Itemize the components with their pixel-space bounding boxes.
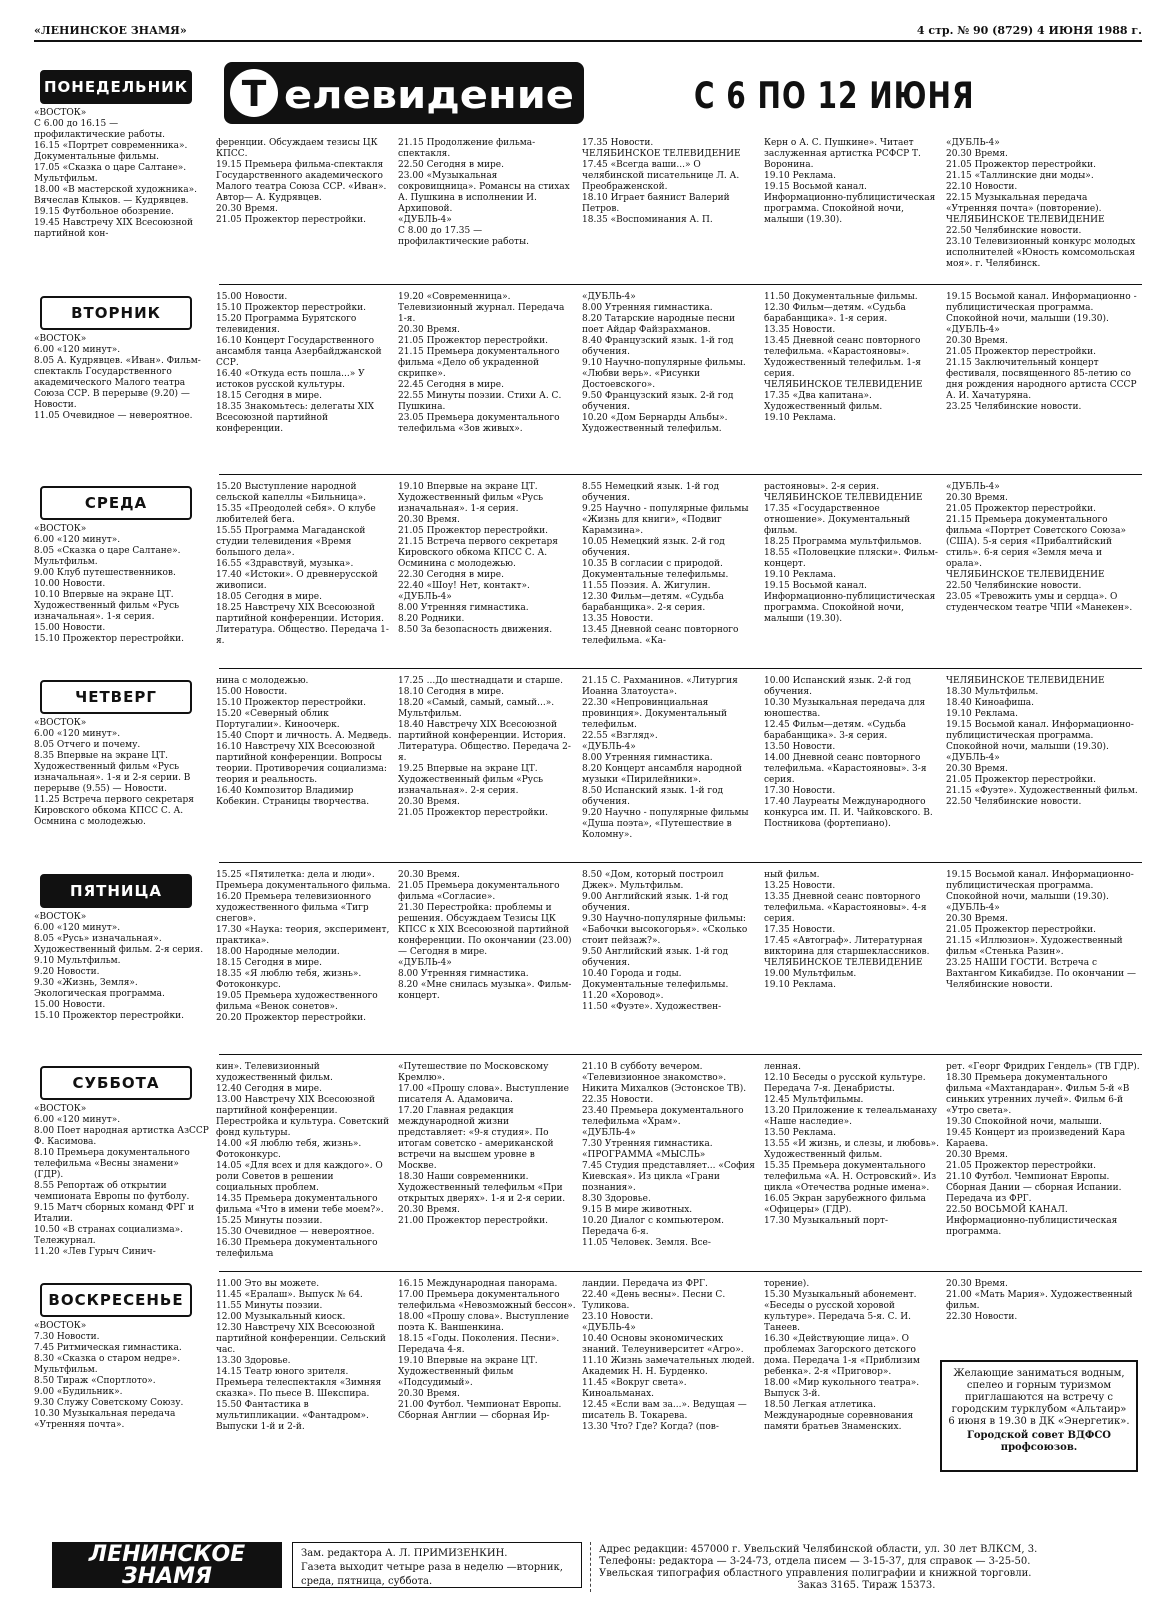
- program-column: «ВОСТОК» 6.00 «120 минут». 8.05 Отчего и почему. 8.35 Впервые на экране ЦТ. Художественный фильм «Русь изначальная». 1-я и 2-я серии. В перерыве (9.55) — Новости. 11.25 Встреча первого секретаря Кировского обкома КПСС С. А. Осмнина с молодежью.: [34, 718, 194, 827]
- masthead-paper-name: «ЛЕНИНСКОЕ ЗНАМЯ»: [34, 24, 187, 37]
- paper-logo: [52, 1542, 282, 1588]
- program-column: 21.10 В субботу вечером. «Телевизионное знакомство». Никита Михалков (Эстонское ТВ). 22.35 Новости. 23.40 Премьера документального телефильма «Храм». «ДУБЛЬ-4» 7.30 Утренняя гимнастика. «ПРОГРАММА «МЫСЛЬ» 7.45 Студия представляет... «София Киевская». Из цикла «Грани познания». 8.30 Здоровье. 9.15 В мире животных. 10.20 Диалог с компьютером. Передача 6-я. 11.05 Человек. Земля. Все-: [582, 1062, 755, 1248]
- program-column: «ДУБЛЬ-4» 8.00 Утренняя гимнастика. 8.20 Татарские народные песни поет Айдар Файзрахманов. 8.40 Французский язык. 1-й год обучения. 9.10 Научно-популярные фильмы. «Любви верь». «Рисунки Достоевского». 9.50 Французский язык. 2-й год обучения. 10.20 «Дом Бернарды Альбы». Художественный телефильм.: [582, 292, 746, 434]
- masthead-bar: [34, 22, 1142, 42]
- program-column: 11.50 Документальные фильмы. 12.30 Фильм—детям. «Судьба барабанщика». 1-я серия. 13.35 Новости. 13.45 Дневной сеанс повторного телефильма. «Карастояновы». Художественный телефильм. 1-я серия. ЧЕЛЯБИНСКОЕ ТЕЛЕВИДЕНИЕ 17.35 «Два капитана». Художественный фильм. 19.10 Реклама.: [764, 292, 923, 423]
- program-column: 21.15 Продолжение фильма-спектакля. 22.50 Сегодня в мире. 23.00 «Музыкальная сокровищница». Романсы на стихах А. Пушкина в исполнении И. Архиповой. «ДУБЛЬ-4» С 8.00 до 17.35 — профилактические работы.: [398, 138, 570, 247]
- row-divider: [219, 474, 1142, 475]
- program-column: «ВОСТОК» 7.30 Новости. 7.45 Ритмическая гимнастика. 8.30 «Сказка о старом недре». Мультфильм. 8.50 Тираж «Спортлото». 9.00 «Будильник». 9.30 Служу Советскому Союзу. 10.30 Музыкальная передача «Утренняя почта».: [34, 1321, 184, 1430]
- program-column: «ВОСТОК» С 6.00 до 16.15 — профилактические работы. 16.15 «Портрет современника». Документальные фильмы. 17.05 «Сказка о царе Салтане». Мультфильм. 18.00 «В мастерской художника». Вячеслав Клыков. — Кудрявцев. 19.15 Футбольное обозрение. 19.45 Навстречу XIX Всесоюзной партийной кон-: [34, 108, 197, 239]
- program-column: 8.50 «Дом, который построил Джек». Мультфильм. 9.00 Английский язык. 1-й год обучения. 9.30 Научно-популярные фильмы: «Бабочки высокогорья». «Сколько стоит пейзаж?». 9.50 Английский язык. 1-й год обучения. 10.40 Города и годы. Документальные телефильмы. 11.20 «Хоровод». 11.50 «Фуэте». Художествен-: [582, 870, 748, 1012]
- program-column: 19.20 «Современница». Телевизионный журнал. Передача 1-я. 20.30 Время. 21.05 Прожектор перестройки. 21.15 Премьера документального фильма «Дело об украденной скрипке». 22.45 Сегодня в мире. 22.55 Минуты поэзии. Стихи А. С. Пушкина. 23.05 Премьера документального телефильма «Зов живых».: [398, 292, 565, 434]
- day-heading: ВОСКРЕСЕНЬЕ: [40, 1283, 192, 1317]
- day-heading: ЧЕТВЕРГ: [40, 680, 192, 714]
- editor-name: Зам. редактора А. Л. ПРИМИЗЕНКИН.: [301, 1548, 508, 1559]
- editorial-phones: Телефоны: редактора — 3-24-73, отдела писем — 3-15-37, для справок — 3-25-50.: [599, 1556, 1031, 1567]
- day-heading: ВТОРНИК: [40, 296, 192, 330]
- svg-text:Т: Т: [241, 74, 267, 115]
- program-column: 11.00 Это вы можете. 11.45 «Ералаш». Выпуск № 64. 11.55 Минуты поэзии. 12.00 Музыкальный киоск. 12.30 Навстречу XIX Всесоюзной партийной конференции. Сельский час. 13.30 Здоровье. 14.15 Театр юного зрителя. Премьера телеспектакля «Зимняя сказка». По пьесе В. Шекспира. 15.50 Фантастика в мультипликации. «Фантадром». Выпуски 1-й и 2-й.: [216, 1279, 386, 1432]
- program-column: 10.00 Испанский язык. 2-й год обучения. 10.30 Музыкальная передача для юношества. 12.45 Фильм—детям. «Судьба барабанщика». 3-я серия. 13.50 Новости. 14.00 Дневной сеанс повторного телефильма. «Карастояновы». 3-я серия. 17.30 Новости. 17.40 Лауреаты Международного конкурса им. П. И. Чайковского. В. Постникова (фортепиано).: [764, 676, 933, 829]
- program-column: 19.15 Восьмой канал. Информационно-публицистическая программа. Спокойной ночи, малыши (19.30). «ДУБЛЬ-4» 20.30 Время. 21.05 Прожектор перестройки. 21.15 «Иллюзион». Художественный фильм «Стенька Разин». 23.25 НАШИ ГОСТИ. Встреча с Вахтангом Кикабидзе. По окончании — Челябинские новости.: [946, 870, 1137, 990]
- program-column: растояновы». 2-я серия. ЧЕЛЯБИНСКОЕ ТЕЛЕВИДЕНИЕ 17.35 «Государственное отношение». Документальный фильм. 18.25 Программа мультфильмов. 18.55 «Половецкие пляски». Фильм-концерт. 19.10 Реклама. 19.15 Восьмой канал. Информационно-публицистическая программа. Спокойной ночи, малыши (19.30).: [764, 482, 938, 624]
- logo-line-1: ЛЕНИНСКОЕ: [88, 1542, 246, 1567]
- program-column: 17.25 ...До шестнадцати и старше. 18.10 Сегодня в мире. 18.20 «Самый, самый, самый...». Мультфильм. 18.40 Навстречу XIX Всесоюзной партийной конференции. История. Литература. Общество. Передача 2-я. 19.25 Впервые на экране ЦТ. Художественный фильм «Русь изначальная». 2-я серия. 20.30 Время. 21.05 Прожектор перестройки.: [398, 676, 571, 818]
- tourism-club-ad: [940, 1360, 1138, 1472]
- program-column: нина с молодежью. 15.00 Новости. 15.10 Прожектор перестройки. 15.20 «Северный облик Португалии». Киноочерк. 15.40 Спорт и личность. А. Медведь. 16.10 Навстречу XIX Всесоюзной партийной конференции. Вопросы теории. Противоречия социализма: теория и реальность. 16.40 Композитор Владимир Кобекин. Страницы творчества.: [216, 676, 392, 807]
- printer-info: Увельская типография областного управления полиграфии и книжной торговли.: [599, 1568, 1032, 1579]
- logo-line-2: ЗНАМЯ: [122, 1564, 212, 1589]
- program-column: «ДУБЛЬ-4» 20.30 Время. 21.05 Прожектор перестройки. 21.15 «Таллинские дни моды». 22.10 Новости. 22.15 Музыкальная передача «Утренняя почта» (повторение). ЧЕЛЯБИНСКОЕ ТЕЛЕВИДЕНИЕ 22.50 Челябинские новости. 23.10 Телевизионный конкурс молодых исполнителей «Юность комсомольская моя». г. Челябинск.: [946, 138, 1136, 269]
- program-column: ЧЕЛЯБИНСКОЕ ТЕЛЕВИДЕНИЕ 18.30 Мультфильм. 18.40 Киноафиша. 19.10 Реклама. 19.15 Восьмой канал. Информационно-публицистическая программа. Спокойной ночи, малыши (19.30). «ДУБЛЬ-4» 20.30 Время. 21.05 Прожектор перестройки. 21.15 «Фуэте». Художественный фильм. 22.50 Челябинские новости.: [946, 676, 1138, 807]
- television-title-text: елевидение: [284, 73, 574, 117]
- program-column: 8.55 Немецкий язык. 1-й год обучения. 9.25 Научно - популярные фильмы «Жизнь для книги», «Подвиг Карамзина». 10.05 Немецкий язык. 2-й год обучения. 10.35 В согласии с природой. Документальные телефильмы. 11.55 Поэзия. А. Жигулин. 12.30 Фильм—детям. «Судьба барабанщика». 2-я серия. 13.35 Новости. 13.45 Дневной сеанс повторного телефильма. «Ка-: [582, 482, 749, 646]
- day-heading: СУББОТА: [40, 1066, 192, 1100]
- program-column: «ДУБЛЬ-4» 20.30 Время. 21.05 Прожектор перестройки. 21.15 Премьера документального фильма «Портрет Советского Союза» (США). 5-я серия «Прибалтийский стиль». 6-я серия «Земля меча и орала». ЧЕЛЯБИНСКОЕ ТЕЛЕВИДЕНИЕ 22.50 Челябинские новости. 23.05 «Тревожить умы и сердца». О студенческом театре ЧПИ «Манекен».: [946, 482, 1133, 613]
- program-column: 15.00 Новости. 15.10 Прожектор перестройки. 15.20 Программа Бурятского телевидения. 16.10 Концерт Государственного ансамбля танца Азербайджанской ССР. 16.40 «Откуда есть пошла...» У истоков русской культуры. 18.15 Сегодня в мире. 18.35 Знакомьтесь: делегаты XIX Всесоюзной партийной конференции.: [216, 292, 382, 434]
- program-column: «ВОСТОК» 6.00 «120 минут». 8.05 «Сказка о царе Салтане». Мультфильм. 9.00 Клуб путешественников. 10.00 Новости. 10.10 Впервые на экране ЦТ. Художественный фильм «Русь изначальная». 1-я серия. 15.00 Новости. 15.10 Прожектор перестройки.: [34, 524, 184, 644]
- row-divider: [219, 862, 1142, 863]
- program-column: 16.15 Международная панорама. 17.00 Премьера документального телефильма «Невозможный бессон». 18.00 «Прошу слова». Выступление поэта К. Ваншенкина. 18.15 «Годы. Поколения. Песни». Передача 4-я. 19.10 Впервые на экране ЦТ. Художественный фильм «Подсудимый». 20.30 Время. 21.00 Футбол. Чемпионат Европы. Сборная Англии — сборная Ир-: [398, 1279, 576, 1421]
- ad-signature: Городской совет ВДФСО профсоюзов.: [966, 1430, 1112, 1453]
- row-divider: [219, 1054, 1142, 1055]
- program-column: 20.30 Время. 21.05 Премьера документального фильма «Согласие». 21.30 Перестройка: проблемы и решения. Обсуждаем Тезисы ЦК КПСС к XIX Всесоюзной партийной конференции. По окончании (23.00) — Сегодня в мире. «ДУБЛЬ-4» 8.00 Утренняя гимнастика. 8.20 «Мне снилась музыка». Фильм-концерт.: [398, 870, 572, 1001]
- row-divider: [219, 1271, 1142, 1272]
- address-box: [590, 1542, 1142, 1592]
- program-column: 19.15 Восьмой канал. Информационно - публицистическая программа. Спокойной ночи, малыши (19.30). «ДУБЛЬ-4» 20.30 Время. 21.05 Прожектор перестройки. 21.15 Заключительный концерт фестиваля, посвященного 85-летию со дня рождения народного артиста СССР А. И. Хачатуряна. 23.25 Челябинские новости.: [946, 292, 1137, 412]
- day-heading: СРЕДА: [40, 486, 192, 520]
- program-column: «ВОСТОК» 6.00 «120 минут». 8.00 Поет народная артистка АзССР Ф. Касимова. 8.10 Премьера документального телефильма «Весны знамени» (ГДР). 8.55 Репортаж об открытии чемпионата Европы по футболу. 9.15 Матч сборных команд ФРГ и Италии. 10.50 «В странах социализма». Тележурнал. 11.20 «Лев Гурыч Синич-: [34, 1104, 209, 1257]
- program-column: 21.15 С. Рахманинов. «Литургия Иоанна Златоуста». 22.30 «Непровинциальная провинция». Документальный телефильм. 22.55 «Взгляд». «ДУБЛЬ-4» 8.00 Утренняя гимнастика. 8.20 Концерт ансамбля народной музыки «Пирилейники». 8.50 Испанский язык. 1-й год обучения. 9.20 Научно - популярные фильмы «Душа поэта», «Путешествие в Коломну».: [582, 676, 749, 840]
- masthead-issue-info: 4 стр. № 90 (8729) 4 ИЮНЯ 1988 г.: [916, 24, 1142, 37]
- order-info: Заказ 3165. Тираж 15373.: [797, 1580, 936, 1591]
- program-column: Керн о А. С. Пушкине». Читает заслуженная артистка РСФСР Т. Воронина. 19.10 Реклама. 19.15 Восьмой канал. Информационно-публицистическая программа. Спокойной ночи, малыши (19.30).: [764, 138, 936, 225]
- row-divider: [219, 284, 1142, 285]
- television-title-logo: [224, 62, 584, 124]
- program-column: торение). 15.30 Музыкальный абонемент. «Беседы о русской хоровой культуре». Передача 5-я. С. И. Танеев. 16.30 «Действующие лица». О проблемах Загорского детского дома. Передача 1-я «Приблизим ребенка». 2-я «Приговор». 18.00 «Мир кукольного театра». Выпуск 3-й. 18.50 Легкая атлетика. Международные соревнования памяти братьев Знаменских.: [764, 1279, 920, 1432]
- week-dates: С 6 ПО 12 ИЮНЯ: [694, 74, 975, 117]
- program-column: 20.30 Время. 21.00 «Мать Мария». Художественный фильм. 22.30 Новости.: [946, 1279, 1133, 1322]
- program-column: «Путешествие по Московскому Кремлю». 17.00 «Прошу слова». Выступление писателя А. Адамовича. 17.20 Главная редакция международной жизни представляет: «9-я студия». По итогам советско - американской встречи на высшем уровне в Москве. 18.30 Наши современники. Художественный телефильм «При открытых дверях». 1-я и 2-я серии. 20.30 Время. 21.00 Прожектор перестройки.: [398, 1062, 569, 1226]
- program-column: кин». Телевизионный художественный фильм. 12.40 Сегодня в мире. 13.00 Навстречу XIX Всесоюзной партийной конференции. Перестройка и культура. Советский фонд культуры. 14.00 «Я люблю тебя, жизнь». Фотоконкурс. 14.05 «Для всех и для каждого». О роли Советов в решении социальных проблем. 14.35 Премьера документального фильма «Что в имени тебе моем?». 15.25 Минуты поэзии. 15.30 Очевидное — невероятное. 16.30 Премьера документального телефильма: [216, 1062, 390, 1259]
- program-column: ный фильм. 13.25 Новости. 13.35 Дневной сеанс повторного телефильма. «Карастояновы». 4-я серия. 17.35 Новости. 17.45 «Автограф». Литературная викторина для старшеклассников. ЧЕЛЯБИНСКОЕ ТЕЛЕВИДЕНИЕ 19.00 Мультфильм. 19.10 Реклама.: [764, 870, 930, 990]
- program-column: рет. «Георг Фридрих Гендель» (ТВ ГДР). 18.30 Премьера документального фильма «Махтандаран». Фильм 5-й «В синьких утренних лучей». Фильм 6-й «Утро света». 19.30 Спокойной ночи, малыши. 19.45 Концерт из произведений Кара Караева. 20.30 Время. 21.05 Прожектор перестройки. 21.10 Футбол. Чемпионат Европы. Сборная Дании — сборная Испании. Передача из ФРГ. 22.50 ВОСЬМОЙ КАНАЛ. Информационно-публицистическая программа.: [946, 1062, 1140, 1237]
- program-column: ленная. 12.10 Беседы о русской культуре. Передача 7-я. Денабристы. 12.45 Мультфильмы. 13.20 Приложение к телеальманаху «Наше наследие». 13.50 Реклама. 13.55 «И жизнь, и слезы, и любовь». Художественный фильм. 15.35 Премьера документального телефильма «А. Н. Островский». Из цикла «Отечества родные имена». 16.05 Экран зарубежного фильма «Офицеры» (ГДР). 17.30 Музыкальный порт-: [764, 1062, 939, 1226]
- row-divider: [219, 668, 1142, 669]
- program-column: «ВОСТОК» 6.00 «120 минут». 8.05 А. Кудрявцев. «Иван». Фильм-спектакль Государственного академического Малого театра Союза ССР. В перерыве (9.20) — Новости. 11.05 Очевидное — невероятное.: [34, 334, 201, 421]
- program-column: ландии. Передача из ФРГ. 22.40 «День весны». Песни С. Туликова. 23.10 Новости. «ДУБЛЬ-4» 10.40 Основы экономических знаний. Телеуниверситет «Агро». 11.10 Жизнь замечательных людей. Академик Н. Н. Бурденко. 11.45 «Вокруг света». Киноальманах. 12.45 «Если вам за...». Ведущая — писатель В. Токарева. 13.30 Что? Где? Когда? (пов-: [582, 1279, 755, 1432]
- newspaper-page: [34, 22, 1142, 1592]
- program-column: ференции. Обсуждаем тезисы ЦК КПСС. 19.15 Премьера фильма-спектакля Государственного академического Малого театра Союза ССР. «Иван». Автор— А. Кудрявцев. 20.30 Время. 21.05 Прожектор перестройки.: [216, 138, 387, 225]
- ad-text: Желающие заниматься водным, спелео и горным туризмом приглашаются на встречу с городским турклубом «Альтаир» 6 июня в 19.30 в ДК «Энергетик».: [948, 1368, 1130, 1427]
- program-column: 15.20 Выступление народной сельской капеллы «Бильница». 15.35 «Преодолей себя». О клубе любителей бега. 15.55 Программа Магаданской студии телевидения «Время большого дела». 16.55 «Здравствуй, музыка». 17.40 «Истоки». О древнерусской живописи. 18.05 Сегодня в мире. 18.25 Навстречу XIX Всесоюзной партийной конференции. История. Литература. Общество. Передача 1-я.: [216, 482, 389, 646]
- day-heading: ПОНЕДЕЛЬНИК: [40, 70, 192, 104]
- program-column: «ВОСТОК» 6.00 «120 минут». 8.05 «Русь» изначальная». Художественный фильм. 2-я серия. 9.10 Мультфильм. 9.20 Новости. 9.30 «Жизнь, Земля». Экологическая программа. 15.00 Новости. 15.10 Прожектор перестройки.: [34, 912, 204, 1021]
- editorial-address: Адрес редакции: 457000 г. Увельский Челябинской области, ул. 30 лет ВЛКСМ, 3.: [599, 1544, 1038, 1555]
- program-column: 15.25 «Пятилетка: дела и люди». Премьера документального фильма. 16.20 Премьера телевизионного художественного фильма «Тигр снегов». 17.30 «Наука: теория, эксперимент, практика». 18.00 Народные мелодии. 18.15 Сегодня в мире. 18.35 «Я люблю тебя, жизнь». Фотоконкурс. 19.05 Премьера художественного фильма «Венок сонетов». 20.20 Прожектор перестройки.: [216, 870, 391, 1023]
- day-heading: ПЯТНИЦА: [40, 874, 192, 908]
- program-column: 19.10 Впервые на экране ЦТ. Художественный фильм «Русь изначальная». 1-я серия. 20.30 Время. 21.05 Прожектор перестройки. 21.15 Встреча первого секретаря Кировского обкома КПСС С. А. Осминина с молодежью. 22.30 Сегодня в мире. 22.40 «Шоу! Нет, контакт». «ДУБЛЬ-4» 8.00 Утренняя гимнастика. 8.20 Родники. 8.50 За безопасность движения.: [398, 482, 558, 635]
- editor-box: [292, 1542, 582, 1588]
- publication-schedule: Газета выходит четыре раза в неделю —вторник, среда, пятница, суббота.: [301, 1562, 563, 1587]
- program-column: 17.35 Новости. ЧЕЛЯБИНСКОЕ ТЕЛЕВИДЕНИЕ 17.45 «Всегда ваши...» О челябинской писательнице Л. А. Преображенской. 18.10 Играет баянист Валерий Петров. 18.35 «Воспоминания А. П.: [582, 138, 741, 225]
